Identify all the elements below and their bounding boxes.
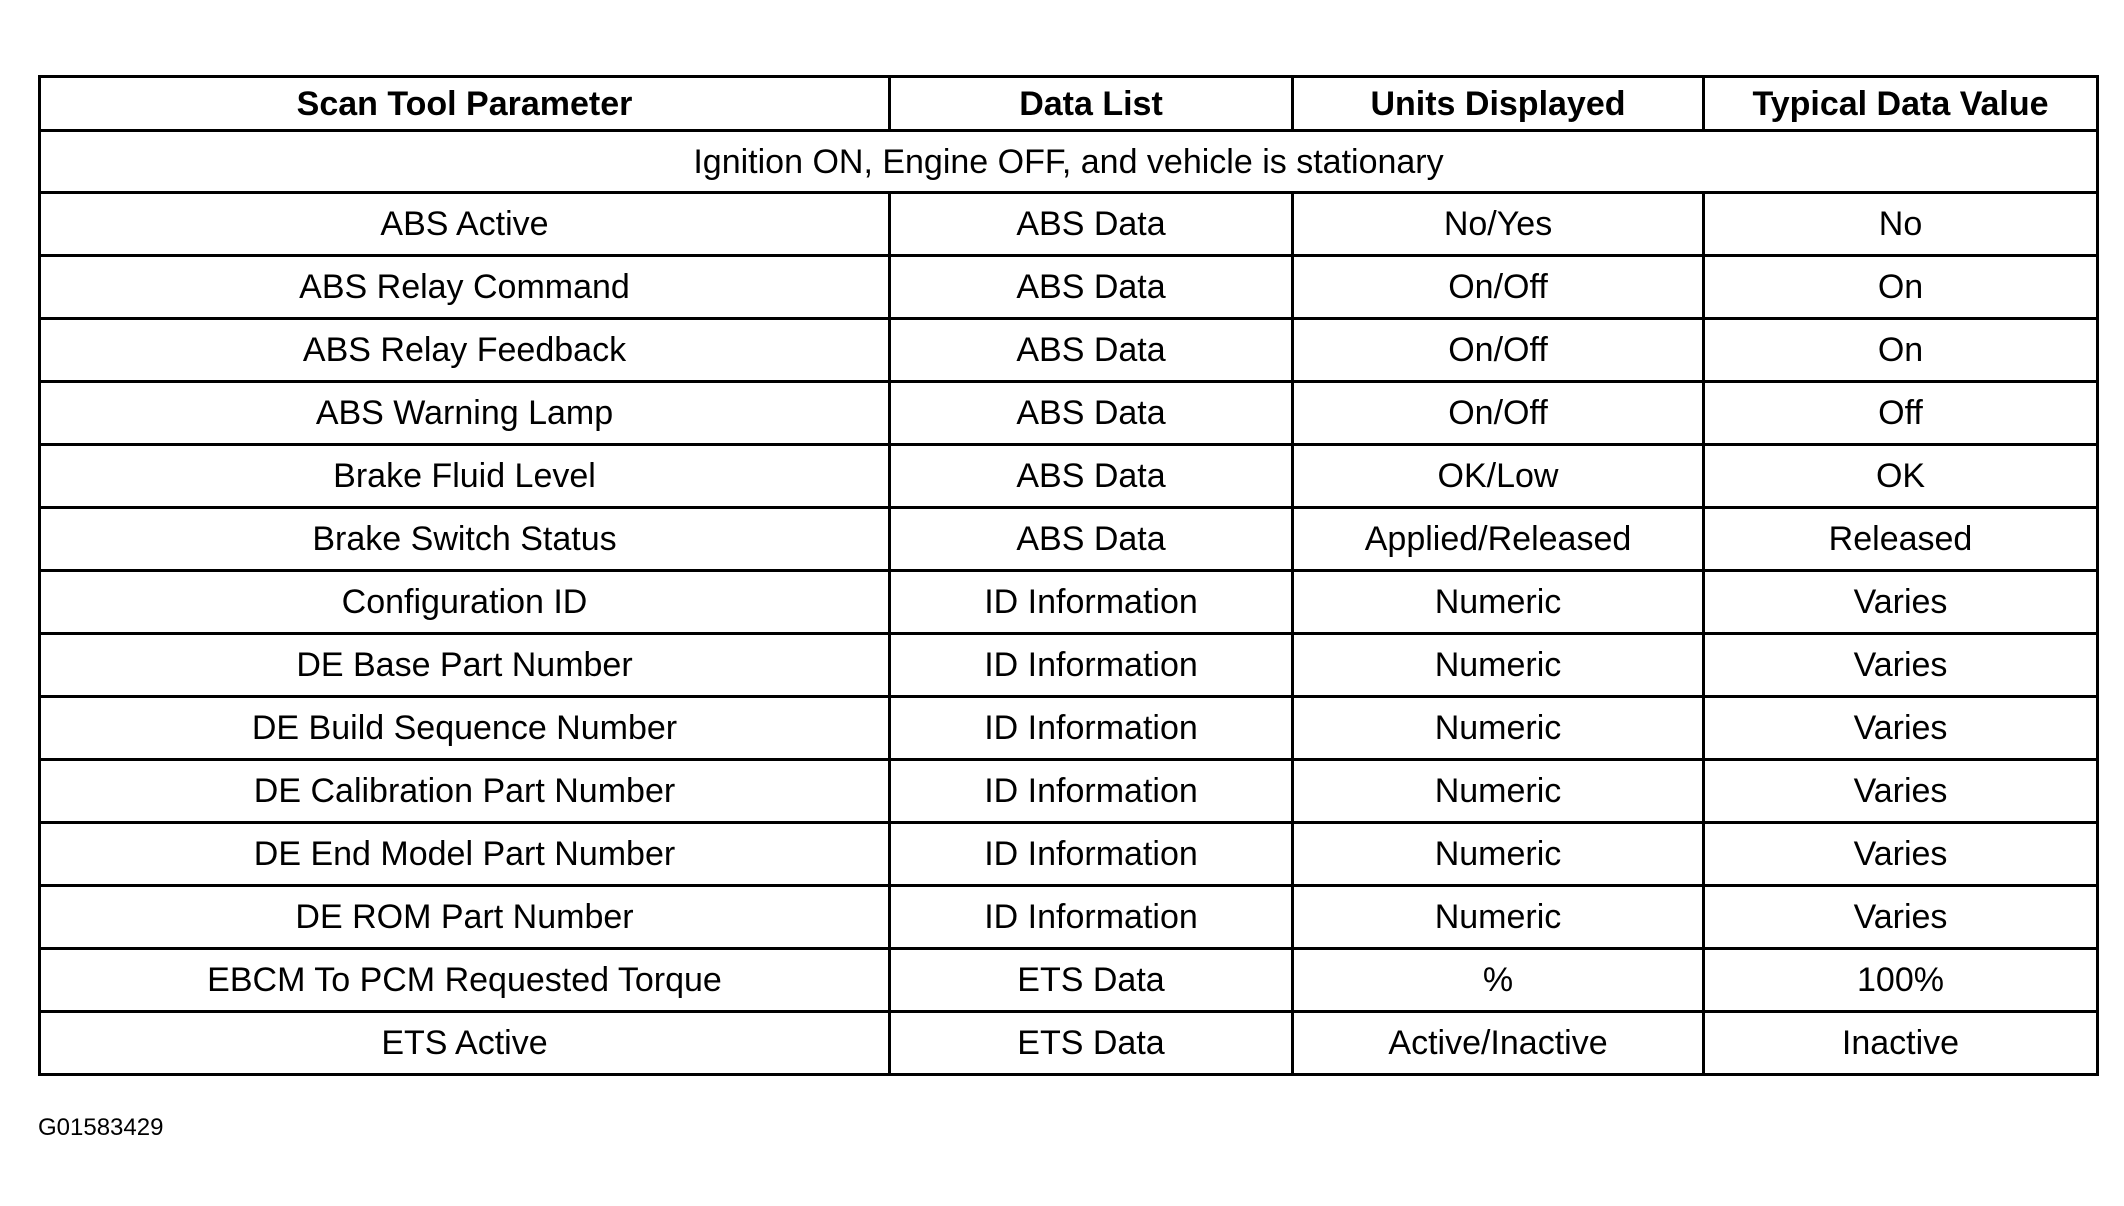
cell-units-displayed: On/Off (1293, 256, 1704, 319)
cell-scan-tool-parameter: DE Base Part Number (40, 634, 890, 697)
table-row (40, 508, 2098, 571)
cell-data-list: ABS Data (890, 382, 1293, 445)
table-row (40, 193, 2098, 256)
cell-scan-tool-parameter: Brake Fluid Level (40, 445, 890, 508)
cell-data-list: ID Information (890, 823, 1293, 886)
cell-typical-data-value: On (1704, 319, 2098, 382)
table-row (40, 1012, 2098, 1075)
table-row (40, 823, 2098, 886)
cell-units-displayed: Numeric (1293, 697, 1704, 760)
cell-scan-tool-parameter: DE End Model Part Number (40, 823, 890, 886)
cell-typical-data-value: 100% (1704, 949, 2098, 1012)
cell-typical-data-value: Varies (1704, 823, 2098, 886)
table-row (40, 949, 2098, 1012)
cell-typical-data-value: Varies (1704, 886, 2098, 949)
table-row (40, 760, 2098, 823)
table-row (40, 256, 2098, 319)
cell-scan-tool-parameter: Brake Switch Status (40, 508, 890, 571)
cell-units-displayed: Active/Inactive (1293, 1012, 1704, 1075)
cell-data-list: ID Information (890, 886, 1293, 949)
scan-tool-data-table-container (38, 75, 2096, 1076)
cell-scan-tool-parameter: DE ROM Part Number (40, 886, 890, 949)
cell-scan-tool-parameter: DE Calibration Part Number (40, 760, 890, 823)
cell-data-list: ABS Data (890, 319, 1293, 382)
table-row (40, 634, 2098, 697)
cell-typical-data-value: Released (1704, 508, 2098, 571)
cell-units-displayed: Numeric (1293, 760, 1704, 823)
header-typical-data-value: Typical Data Value (1704, 77, 2098, 131)
cell-scan-tool-parameter: ETS Active (40, 1012, 890, 1075)
table-row (40, 319, 2098, 382)
cell-data-list: ID Information (890, 760, 1293, 823)
cell-scan-tool-parameter: ABS Warning Lamp (40, 382, 890, 445)
cell-scan-tool-parameter: EBCM To PCM Requested Torque (40, 949, 890, 1012)
cell-typical-data-value: OK (1704, 445, 2098, 508)
cell-typical-data-value: Varies (1704, 697, 2098, 760)
cell-units-displayed: Numeric (1293, 571, 1704, 634)
table-row (40, 382, 2098, 445)
cell-typical-data-value: On (1704, 256, 2098, 319)
cell-scan-tool-parameter: Configuration ID (40, 571, 890, 634)
cell-units-displayed: Applied/Released (1293, 508, 1704, 571)
table-row (40, 445, 2098, 508)
cell-units-displayed: OK/Low (1293, 445, 1704, 508)
figure-id: G01583429 (38, 1114, 164, 1141)
cell-units-displayed: On/Off (1293, 382, 1704, 445)
cell-typical-data-value: No (1704, 193, 2098, 256)
cell-data-list: ETS Data (890, 1012, 1293, 1075)
table-row (40, 697, 2098, 760)
cell-typical-data-value: Varies (1704, 760, 2098, 823)
cell-scan-tool-parameter: ABS Active (40, 193, 890, 256)
header-scan-tool-parameter: Scan Tool Parameter (40, 77, 890, 131)
condition-cell: Ignition ON, Engine OFF, and vehicle is stationary (40, 131, 2098, 193)
cell-units-displayed: Numeric (1293, 886, 1704, 949)
table-header-row (40, 77, 2098, 131)
scan-tool-data-table (38, 75, 2099, 1076)
cell-data-list: ID Information (890, 571, 1293, 634)
cell-typical-data-value: Varies (1704, 571, 2098, 634)
header-units-displayed: Units Displayed (1293, 77, 1704, 131)
cell-data-list: ABS Data (890, 508, 1293, 571)
cell-data-list: ABS Data (890, 256, 1293, 319)
cell-units-displayed: % (1293, 949, 1704, 1012)
cell-data-list: ID Information (890, 634, 1293, 697)
header-data-list: Data List (890, 77, 1293, 131)
cell-scan-tool-parameter: ABS Relay Command (40, 256, 890, 319)
cell-data-list: ABS Data (890, 193, 1293, 256)
table-row (40, 571, 2098, 634)
table-row (40, 886, 2098, 949)
cell-scan-tool-parameter: DE Build Sequence Number (40, 697, 890, 760)
cell-typical-data-value: Inactive (1704, 1012, 2098, 1075)
cell-data-list: ID Information (890, 697, 1293, 760)
cell-units-displayed: Numeric (1293, 823, 1704, 886)
cell-units-displayed: Numeric (1293, 634, 1704, 697)
condition-row (40, 131, 2098, 193)
cell-scan-tool-parameter: ABS Relay Feedback (40, 319, 890, 382)
cell-data-list: ETS Data (890, 949, 1293, 1012)
cell-typical-data-value: Off (1704, 382, 2098, 445)
cell-typical-data-value: Varies (1704, 634, 2098, 697)
cell-units-displayed: On/Off (1293, 319, 1704, 382)
cell-units-displayed: No/Yes (1293, 193, 1704, 256)
cell-data-list: ABS Data (890, 445, 1293, 508)
